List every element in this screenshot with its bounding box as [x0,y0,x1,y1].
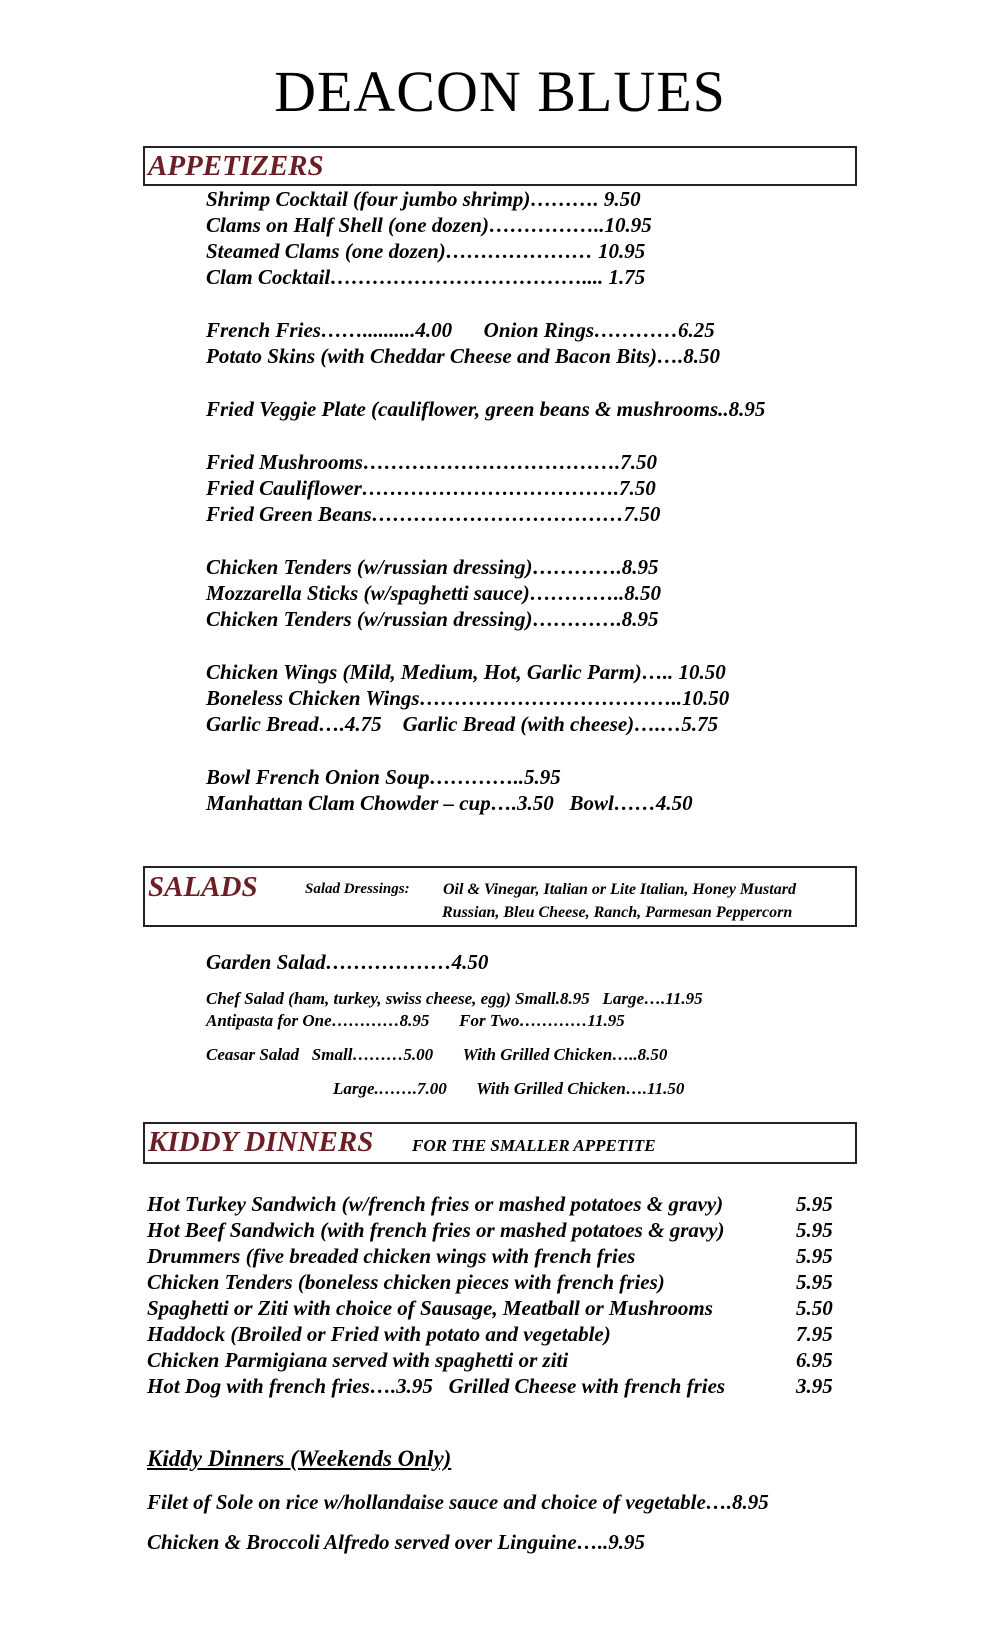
menu-item: Manhattan Clam Chowder – cup….3.50 Bowl……4.50 [206,791,693,815]
kiddy-weekend-item: Chicken & Broccoli Alfredo served over Linguine…..9.95 [147,1530,645,1554]
kiddy-price: 3.95 [796,1374,833,1398]
kiddy-weekend-item: Filet of Sole on rice w/hollandaise sauce and choice of vegetable….8.95 [147,1490,769,1514]
menu-item: Ceasar Salad Small………5.00 With Grilled Chicken…..8.50 [206,1045,668,1064]
kiddy-price: 5.50 [796,1296,833,1320]
menu-item: Fried Green Beans………………………………7.50 [206,502,661,526]
menu-item: Bowl French Onion Soup…………..5.95 [206,765,561,789]
menu-item: Fried Cauliflower……………………………….7.50 [206,476,656,500]
menu-item: French Fries……..........4.00 Onion Rings…………6.25 [206,318,715,342]
menu-item: Boneless Chicken Wings………………………………..10.50 [206,686,730,710]
kiddy-item: Chicken Tenders (boneless chicken pieces with french fries) [147,1270,665,1294]
menu-item: Clams on Half Shell (one dozen)……………..10.95 [206,213,652,237]
kiddy-price: 5.95 [796,1192,833,1216]
salads-header-box [143,866,857,927]
menu-item: Large.…….7.00 With Grilled Chicken….11.50 [333,1079,685,1098]
kiddy-header-box [143,1122,857,1164]
menu-item: Chicken Tenders (w/russian dressing)………….8.95 [206,555,659,579]
appetizers-header-box [143,146,857,186]
kiddy-item: Hot Turkey Sandwich (w/french fries or mashed potatoes & gravy) [147,1192,724,1216]
kiddy-item: Haddock (Broiled or Fried with potato and vegetable) [147,1322,611,1346]
menu-item: Shrimp Cocktail (four jumbo shrimp)………. 9.50 [206,187,641,211]
menu-item: Garlic Bread….4.75 Garlic Bread (with cheese)….…5.75 [206,712,719,736]
salads-heading: SALADS [148,871,258,903]
appetizers-heading: APPETIZERS [148,150,324,182]
kiddy-price: 7.95 [796,1322,833,1346]
kiddy-item: Drummers (five breaded chicken wings with french fries [147,1244,636,1268]
menu-item: Chef Salad (ham, turkey, swiss cheese, egg) Small.8.95 Large….11.95 [206,989,703,1008]
salad-dressings-line1: Oil & Vinegar, Italian or Lite Italian, Honey Mustard [443,881,796,898]
kiddy-heading: KIDDY DINNERS [148,1126,374,1158]
menu-item: Garden Salad………………4.50 [206,950,489,974]
menu-item: Fried Mushrooms……………………………….7.50 [206,450,657,474]
kiddy-item: Hot Beef Sandwich (with french fries or mashed potatoes & gravy) [147,1218,725,1242]
salad-dressings-label: Salad Dressings: [305,881,410,897]
menu-item: Chicken Tenders (w/russian dressing)………….8.95 [206,607,659,631]
menu-item: Steamed Clams (one dozen)………………… 10.95 [206,239,646,263]
kiddy-price: 6.95 [796,1348,833,1372]
kiddy-weekends-heading: Kiddy Dinners (Weekends Only) [147,1446,452,1471]
menu-item: Fried Veggie Plate (cauliflower, green beans & mushrooms..8.95 [206,397,766,421]
salad-dressings-line2: Russian, Bleu Cheese, Ranch, Parmesan Peppercorn [442,904,793,921]
menu-item: Antipasta for One…………8.95 For Two…………11.95 [206,1011,625,1030]
kiddy-price: 5.95 [796,1270,833,1294]
kiddy-price: 5.95 [796,1244,833,1268]
menu-item: Mozzarella Sticks (w/spaghetti sauce)…………..8.50 [206,581,662,605]
kiddy-price: 5.95 [796,1218,833,1242]
kiddy-subheading: FOR THE SMALLER APPETITE [412,1136,656,1155]
kiddy-item: Hot Dog with french fries….3.95 Grilled Cheese with french fries [147,1374,726,1398]
menu-item: Potato Skins (with Cheddar Cheese and Bacon Bits)….8.50 [206,344,720,368]
restaurant-title: DEACON BLUES [274,59,726,124]
kiddy-item: Chicken Parmigiana served with spaghetti or ziti [147,1348,569,1372]
menu-item: Clam Cocktail……………………………….... 1.75 [206,265,646,289]
kiddy-item: Spaghetti or Ziti with choice of Sausage, Meatball or Mushrooms [147,1296,713,1320]
menu-item: Chicken Wings (Mild, Medium, Hot, Garlic Parm)….. 10.50 [206,660,726,684]
